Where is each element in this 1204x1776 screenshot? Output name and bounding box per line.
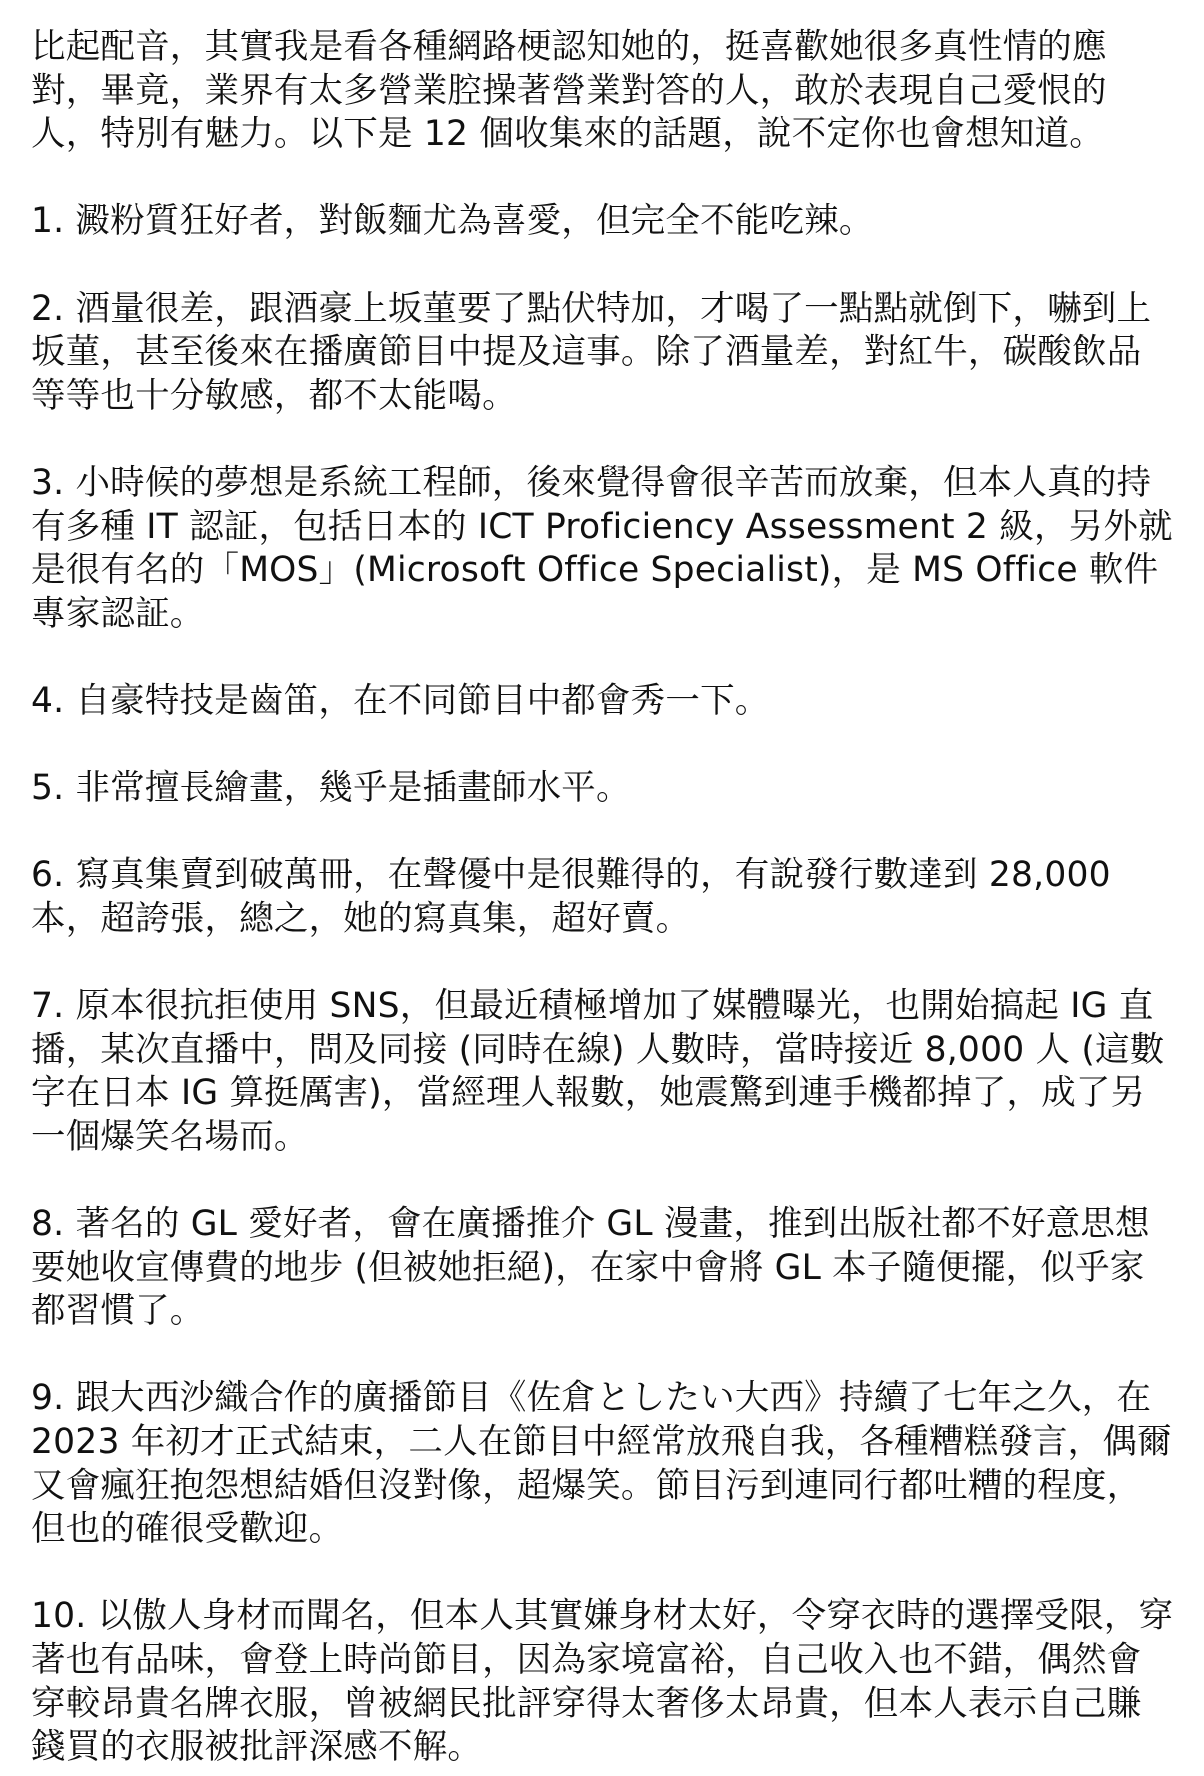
list-item-9: 9. 跟大西沙織合作的廣播節目《佐倉としたい大西》持續了七年之久，在 2023 年初才正式結束，二人在節目中經常放飛自我，各種糟糕發言，偶爾又會瘋狂抱怨想結婚但沒對像，超爆笑。節目污到連同行都吐糟的程度，但也的確很受歡迎。 [31,1378,1172,1550]
list-item-2: 2. 酒量很差，跟酒豪上坂菫要了點伏特加，才喝了一點點就倒下，嚇到上坂菫，甚至後來在播廣節目中提及這事。除了酒量差，對紅牛，碳酸飲品等等也十分敏感，都不太能喝。 [31,288,1152,416]
list-item-7: 7. 原本很抗拒使用 SNS，但最近積極增加了媒體曝光，也開始搞起 IG 直播，某次直播中，問及同接 (同時在線) 人數時，當時接近 8,000 人 (這數字在日本 IG 算挺厲害)，當經理人報數，她震驚到連手機都掉了，成了另一個爆笑名場而。 [31,986,1165,1157]
list-item-8: 8. 著名的 GL 愛好者，會在廣播推介 GL 漫畫，推到出版社都不好意思想要她收宣傳費的地步 (但被她拒絕)，在家中會將 GL 本子隨便擺，似乎家都習慣了。 [31,1204,1150,1332]
list-item-4: 4. 自豪特技是齒笛，在不同節目中都會秀一下。 [31,680,770,721]
list-item-10: 10. 以傲人身材而聞名，但本人其實嫌身材太好，令穿衣時的選擇受限，穿著也有品味，會登上時尚節目，因為家境富裕，自己收入也不錯，偶然會穿較昂貴名牌衣服，曾被網民批評穿得太奢侈太昂貴，但本人表示自己賺錢買的衣服被批評深感不解。 [31,1596,1174,1768]
list-item-1: 1. 澱粉質狂好者，對飯麵尤為喜愛，但完全不能吃辣。 [31,201,874,242]
list-item-5: 5. 非常擅長繪畫，幾乎是插畫師水平。 [31,768,631,809]
list-item-3: 3. 小時候的夢想是系統工程師，後來覺得會很辛苦而放棄，但本人真的持有多種 IT 認証，包括日本的 ICT Proficiency Assessment 2 級，另外就是很有名的「MOS」(Microsoft Office Specialist)，是 MS Office 軟件專家認証。 [31,462,1173,634]
list-item-6: 6. 寫真集賣到破萬冊，在聲優中是很難得的，有說發行數達到 28,000 本，超誇張，總之，她的寫真集，超好賣。 [31,855,1111,939]
intro-paragraph: 比起配音，其實我是看各種網路梗認知她的，挺喜歡她很多真性情的應對，畢竟，業界有太多營業腔操著營業對答的人，敢於表現自己愛恨的人，特別有魅力。以下是 12 個收集來的話題，說不定你也會想知道。 [31,27,1107,155]
